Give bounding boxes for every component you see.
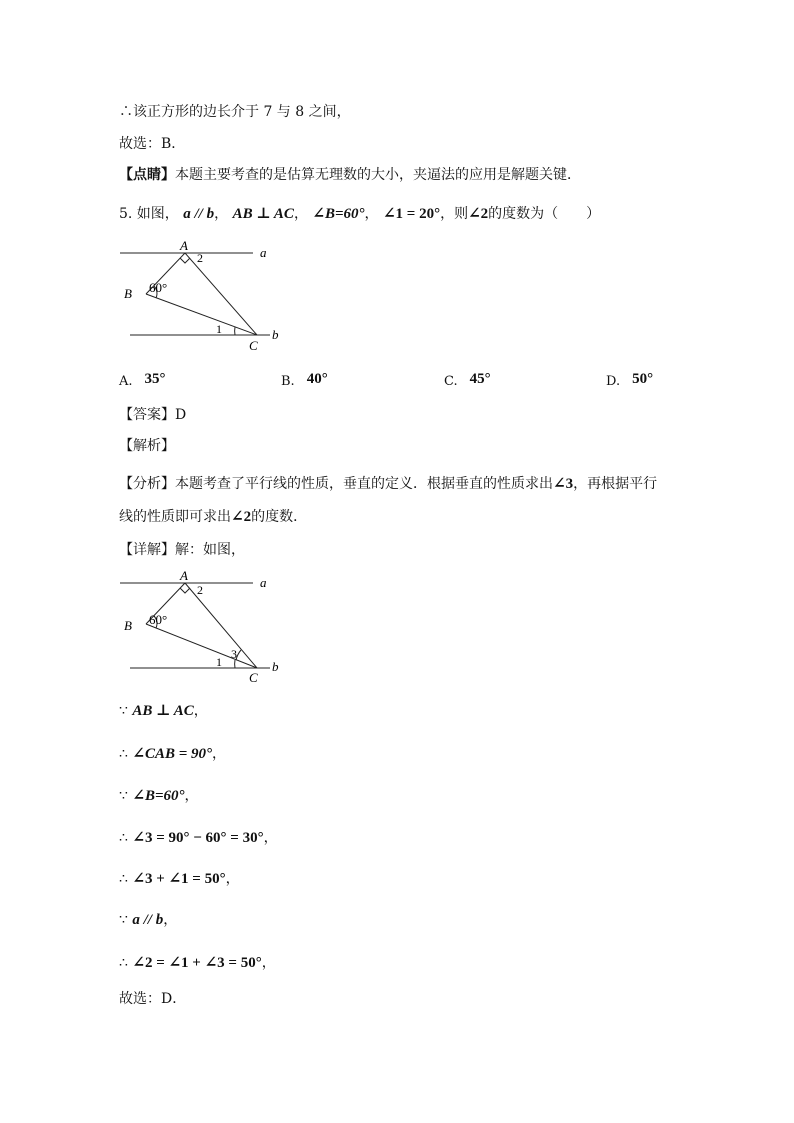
label-angle-1: 1 — [216, 655, 222, 669]
fenxi-text: 线的性质即可求出 — [119, 509, 231, 525]
step-symbol: ∵ — [119, 703, 128, 719]
tip-tag: 【点睛】 — [119, 167, 175, 183]
step-expr: ∠CAB = 90° — [132, 746, 213, 762]
sep: ，则 — [440, 206, 469, 222]
detail-line — [119, 540, 245, 560]
option-letter: A. — [119, 374, 133, 389]
step-expr: ∠B=60° — [132, 788, 185, 804]
figure-solution — [110, 568, 300, 686]
option-letter: D. — [606, 374, 621, 389]
intro-line-2: 故选：B． — [119, 136, 186, 152]
option-d[interactable] — [606, 371, 653, 389]
label-line-a: a — [260, 575, 267, 590]
step-symbol: ∵ — [119, 788, 128, 804]
cond-parallel: a // b — [183, 206, 215, 222]
label-angle-2: 2 — [197, 583, 203, 597]
tip-line — [119, 165, 581, 185]
question-tail: 的度数为（ ） — [488, 206, 601, 222]
option-letter: B. — [281, 374, 295, 389]
fenxi-math: ∠3 — [553, 476, 574, 492]
sep: ， — [214, 206, 229, 222]
fenxi-math: ∠2 — [231, 509, 252, 525]
right-angle-mark — [180, 258, 190, 263]
cond-angle-1: ∠1 = 20° — [382, 206, 441, 222]
segment-bc — [146, 624, 257, 668]
step-end: ， — [184, 788, 199, 804]
step-end: ， — [225, 871, 240, 887]
analysis-tag: 【解析】 — [119, 438, 175, 454]
option-a[interactable] — [119, 371, 166, 389]
label-angle-2: 2 — [197, 251, 203, 265]
sep: ， — [293, 206, 308, 222]
option-b[interactable] — [281, 371, 328, 389]
label-line-a: a — [260, 245, 267, 260]
option-value: 40° — [306, 371, 328, 387]
intro-line-1: ∴该正方形的边长介于 7 与 8 之间， — [119, 104, 351, 120]
detail-tag: 【详解】 — [119, 542, 175, 558]
step-2 — [119, 744, 226, 764]
label-line-b: b — [272, 327, 279, 342]
step-end: ， — [261, 955, 276, 971]
step-7 — [119, 953, 276, 973]
fenxi-text: ，再根据平行 — [573, 476, 658, 492]
fenxi-tag: 【分析】 — [119, 476, 175, 492]
step-symbol: ∵ — [119, 912, 128, 928]
sep: ， — [364, 206, 379, 222]
label-line-b: b — [272, 659, 279, 674]
step-4 — [119, 828, 278, 848]
step-expr: a // b — [132, 912, 164, 928]
step-expr: ∠2 = ∠1 + ∠3 = 50° — [132, 955, 262, 971]
cond-angle-b: ∠B=60° — [312, 206, 365, 222]
fenxi-text: 的度数． — [251, 509, 308, 525]
step-symbol: ∴ — [119, 830, 128, 846]
detail-text: 解：如图， — [175, 542, 245, 558]
right-angle-mark — [180, 588, 190, 593]
step-symbol: ∴ — [119, 871, 128, 887]
cond-perpendicular: AB ⊥ AC — [232, 206, 294, 222]
label-angle-3: 3 — [231, 647, 237, 661]
final-choice: 故选：D． — [119, 991, 187, 1007]
question-stem — [119, 204, 600, 224]
label-angle-60: 60° — [149, 612, 168, 627]
step-1 — [119, 701, 208, 721]
label-point-a: A — [180, 238, 188, 253]
option-c[interactable] — [444, 371, 491, 389]
label-angle-1: 1 — [216, 322, 222, 336]
step-end: ， — [212, 746, 227, 762]
option-value: 50° — [632, 371, 654, 387]
option-letter: C. — [444, 374, 458, 389]
answer-line — [119, 405, 186, 425]
question-number: 5. 如图， — [119, 206, 179, 222]
figure-question — [110, 238, 300, 356]
fenxi-line-2 — [119, 507, 307, 527]
fenxi-line-1 — [119, 474, 657, 494]
option-value: 45° — [469, 371, 491, 387]
step-3 — [119, 786, 199, 806]
label-point-c: C — [249, 338, 258, 353]
label-point-c: C — [249, 670, 258, 685]
step-symbol: ∴ — [119, 955, 128, 971]
label-point-a: A — [180, 568, 188, 583]
label-point-b: B — [124, 286, 132, 301]
step-end: ， — [263, 830, 278, 846]
step-symbol: ∴ — [119, 746, 128, 762]
step-end: ， — [193, 703, 208, 719]
fenxi-text: 本题考查了平行线的性质，垂直的定义．根据垂直的性质求出 — [175, 476, 553, 492]
step-end: ， — [163, 912, 178, 928]
tip-text: 本题主要考查的是估算无理数的大小，夹逼法的应用是解题关键． — [175, 167, 581, 183]
target-angle-2: ∠2 — [468, 206, 489, 222]
step-5 — [119, 869, 240, 889]
step-expr: AB ⊥ AC — [132, 703, 194, 719]
step-6 — [119, 910, 177, 930]
label-point-b: B — [124, 618, 132, 633]
step-expr: ∠3 = 90° − 60° = 30° — [132, 830, 264, 846]
answer-value: D — [175, 407, 187, 423]
option-value: 35° — [144, 371, 166, 387]
label-angle-60: 60° — [149, 280, 168, 295]
answer-tag: 【答案】 — [119, 407, 175, 423]
step-expr: ∠3 + ∠1 = 50° — [132, 871, 226, 887]
segment-bc — [146, 294, 257, 335]
